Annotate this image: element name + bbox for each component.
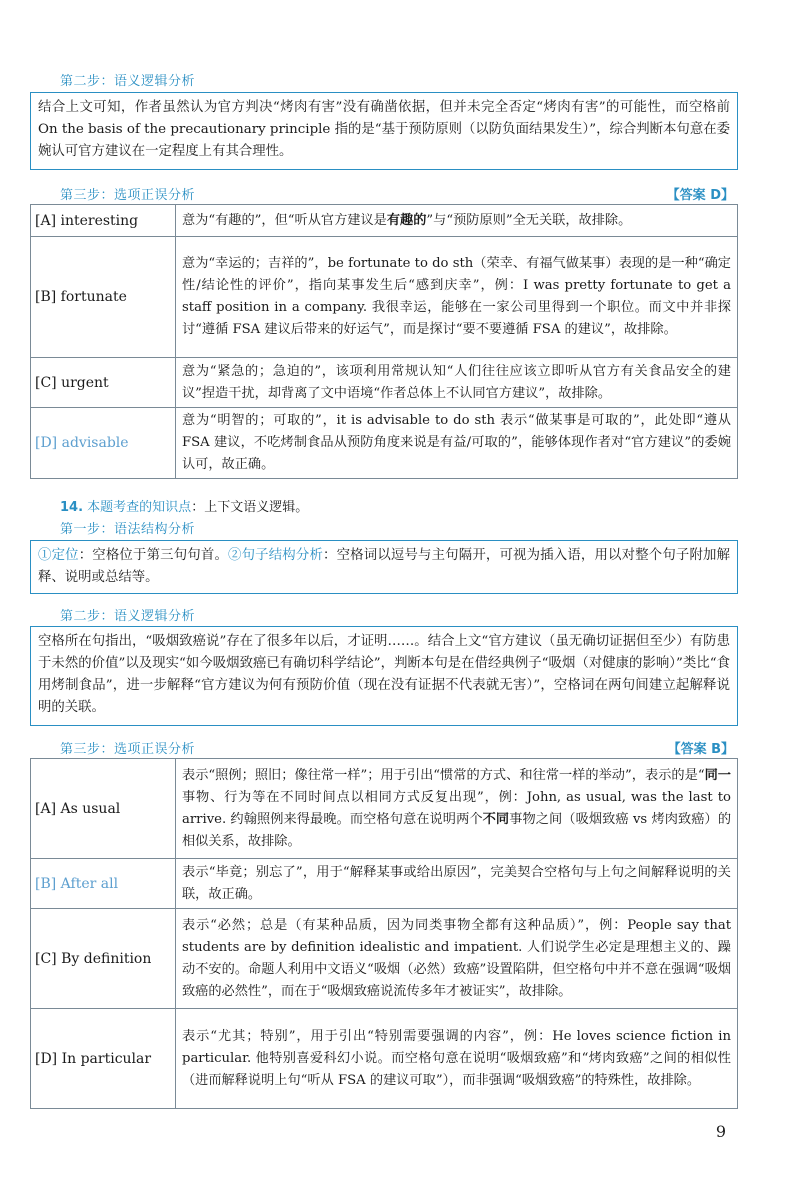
knowledge-label: 本题考查的知识点 [87, 500, 192, 515]
text-part: ”与“预防原则”全无关联，故排除。 [426, 212, 632, 228]
option-explanation: 表示“必然；总是（有某种品质，因为同类事物全都有这种品质）”，例：People say that students are by definition idealistic and impatient. 人们说学生必定是理想主义的、躁动不安的。命题人利用中文语义“吸烟（必然）致癌”设置陷阱，但空格句中并不意在强调“吸烟致癌的必然性”，而在于“吸烟致癌说流传多年才被证实”，故排除。 [176, 909, 738, 1009]
option-explanation: 意为“幸运的；吉祥的”，be fortunate to do sth（荣幸、有福气做某事）表现的是一种“确定性/结论性的评价”，指向某事发生后“感到庆幸”，例：I was pretty fortunate to get a staff position in a company. 我很幸运，能够在一家公司里得到一个职位。而文中并非探讨“遵循 FSA 建议后带来的好运气”，而是探讨“要不要遵循 FSA 的建议”，故排除。 [176, 237, 738, 358]
emphasis-text: 有趣的 [386, 212, 427, 228]
q14-options-table [30, 758, 738, 1109]
structure-text: ：空格词以逗号与主句隔开，可视为插入语，用以对整个句子附加解释、说明或总结等。 [38, 548, 731, 585]
text-part: 事物、行为等在不同时间点以相同方式反复出现”，例：John, as usual, was the last to arrive. 约翰照例来得最晚。而空格句意在说明两个 [182, 789, 731, 827]
option-row-b [31, 859, 738, 909]
structure-label: ②句子结构分析 [228, 548, 324, 563]
emphasis-text: 同一 [704, 767, 731, 783]
text-part: 表示“照例；照旧；像往常一样”；用于引出“惯常的方式、和往常一样的举动”，表示的是“ [182, 767, 705, 783]
option-row-b [31, 237, 738, 358]
option-label: [D] In particular [31, 1009, 176, 1109]
option-row-a [31, 205, 738, 237]
option-row-d [31, 1009, 738, 1109]
page-number: 9 [715, 1122, 726, 1141]
question-number: 14. [60, 500, 84, 515]
option-explanation: 意为“紧急的；急迫的”，该项利用常规认知“人们往往应该立即听从官方有关食品安全的建议”捏造干扰，却背离了文中语境“作者总体上不认同官方建议”，故排除。 [176, 358, 738, 408]
option-explanation [176, 759, 738, 859]
q13-step2-title: 第二步：语义逻辑分析 [60, 74, 196, 89]
q14-answer: 【答案 B】 [667, 742, 734, 757]
option-row-d [31, 408, 738, 479]
option-row-c [31, 909, 738, 1009]
q14-step2-title: 第二步：语义逻辑分析 [60, 609, 196, 624]
option-label: [C] urgent [31, 358, 176, 408]
q13-answer: 【答案 D】 [666, 188, 734, 203]
option-label: [B] After all [31, 859, 176, 909]
option-explanation [176, 205, 738, 237]
emphasis-text: 不同 [482, 811, 510, 827]
option-explanation: 表示“尤其；特别”，用于引出“特别需要强调的内容”，例：He loves science fiction in particular. 他特别喜爱科幻小说。而空格句意在说明“吸烟致癌”和“烤肉致癌”之间的相似性（进而解释说明上句“听从 FSA 的建议可取”），而非强调“吸烟致癌”的特殊性，故排除。 [176, 1009, 738, 1109]
option-label: [D] advisable [31, 408, 176, 479]
q14-semantic-analysis-box: 空格所在句指出，“吸烟致癌说”存在了很多年以后，才证明……。结合上文“官方建议（虽无确切证据但至少）有防患于未然的价值”以及现实“如今吸烟致癌已有确切科学结论”，判断本句是在借经典例子“吸烟（对健康的影响）”类比“食用烤制食品”，进一步解释“官方建议为何有预防价值（现在没有证据不代表就无害）”，空格词在两句间建立起解释说明的关联。 [30, 626, 738, 726]
knowledge-value: ：上下文语义逻辑。 [191, 500, 309, 515]
option-row-a [31, 759, 738, 859]
text-part: 意为“有趣的”，但“听从官方建议是 [182, 212, 387, 228]
text-part: 事物之间（吸烟致癌 vs 烤肉致癌）的相似关系，故排除。 [182, 811, 732, 849]
locate-label: ①定位 [38, 548, 79, 563]
option-explanation: 表示“毕竟；别忘了”，用于“解释某事或给出原因”，完美契合空格句与上句之间解释说明的关联，故正确。 [176, 859, 738, 909]
option-label: [B] fortunate [31, 237, 176, 358]
option-explanation: 意为“明智的；可取的”，it is advisable to do sth 表示“做某事是可取的”，此处即“遵从 FSA 建议，不吃烤制食品从预防角度来说是有益/可取的”，能够体现作者对“官方建议”的委婉认可，故正确。 [176, 408, 738, 479]
q14-header [60, 496, 308, 515]
q13-options-table [30, 204, 738, 479]
q13-semantic-analysis-box: 结合上文可知，作者虽然认为官方判决“烤肉有害”没有确凿依据，但并未完全否定“烤肉有害”的可能性，而空格前 On the basis of the precautionary principle 指的是“基于预防原则（以防负面结果发生）”，综合判断本句意在委婉认可官方建议在一定程度上有其合理性。 [30, 92, 738, 170]
option-row-c [31, 358, 738, 408]
q14-grammar-analysis-box [30, 540, 738, 594]
option-label: [C] By definition [31, 909, 176, 1009]
locate-text: ：空格位于第三句句首。 [78, 548, 229, 563]
option-label: [A] interesting [31, 205, 176, 237]
q13-step3-title: 第三步：选项正误分析 [60, 188, 196, 203]
q14-step3-title: 第三步：选项正误分析 [60, 742, 196, 757]
q14-step1-title: 第一步：语法结构分析 [60, 522, 196, 537]
option-label: [A] As usual [31, 759, 176, 859]
